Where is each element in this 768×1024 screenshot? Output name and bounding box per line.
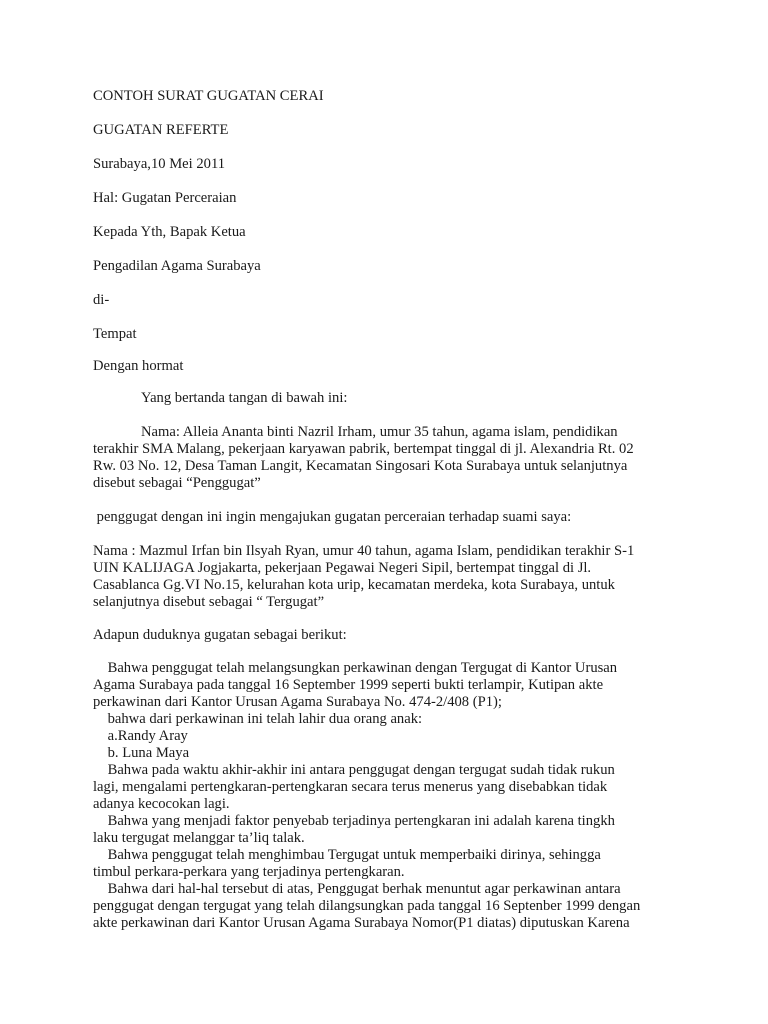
grounds-line: Agama Surabaya pada tanggal 16 September 1999 seperti bukti terlampir, Kutipan akte — [93, 677, 604, 693]
paragraph-line: disebut sebagai “Penggugat” — [93, 475, 261, 491]
document-subtitle: GUGATAN REFERTE — [93, 122, 229, 138]
grounds-line: Bahwa penggugat telah menghimbau Tergugat untuk memperbaiki dirinya, sehingga — [93, 847, 601, 863]
grounds-line: akte perkawinan dari Kantor Urusan Agama Surabaya Nomor(P1 diatas) diputuskan Karena — [93, 915, 630, 931]
addressee-line: Pengadilan Agama Surabaya — [93, 258, 261, 274]
grounds-intro: Adapun duduknya gugatan sebagai berikut: — [93, 627, 347, 643]
grounds-line: penggugat dengan tergugat yang telah dilangsungkan pada tanggal 16 Septenber 1999 dengan — [93, 898, 641, 914]
document-title: CONTOH SURAT GUGATAN CERAI — [93, 88, 324, 104]
paragraph-line: Casablanca Gg.VI No.15, kelurahan kota urip, kecamatan merdeka, kota Surabaya, untuk — [93, 577, 615, 593]
grounds-line: b. Luna Maya — [93, 745, 190, 761]
paragraph-line: terakhir SMA Malang, pekerjaan karyawan pabrik, bertempat tinggal di jl. Alexandria Rt. 02 — [93, 441, 634, 457]
grounds-line: laku tergugat melanggar ta’liq talak. — [93, 830, 305, 846]
paragraph-line: UIN KALIJAGA Jogjakarta, pekerjaan Pegawai Negeri Sipil, bertempat tinggal di Jl. — [93, 560, 592, 576]
grounds-line: Bahwa dari hal-hal tersebut di atas, Penggugat berhak menuntut agar perkawinan antara — [93, 881, 621, 897]
addressee-line: Tempat — [93, 326, 137, 342]
grounds-line: perkawinan dari Kantor Urusan Agama Surabaya No. 474-2/408 (P1); — [93, 694, 502, 710]
grounds-line: Bahwa pada waktu akhir-akhir ini antara penggugat dengan tergugat sudah tidak rukun — [93, 762, 615, 778]
grounds-line: adanya kecocokan lagi. — [93, 796, 230, 812]
place-date: Surabaya,10 Mei 2011 — [93, 156, 225, 172]
grounds-line: Bahwa yang menjadi faktor penyebab terjadinya pertengkaran ini adalah karena tingkh — [93, 813, 615, 829]
subject-line: Hal: Gugatan Perceraian — [93, 190, 237, 206]
addressee-line: di- — [93, 292, 110, 308]
paragraph-line: Nama: Alleia Ananta binti Nazril Irham, umur 35 tahun, agama islam, pendidikan — [141, 424, 618, 440]
undersigned-line: Yang bertanda tangan di bawah ini: — [141, 390, 348, 406]
paragraph-line: Nama : Mazmul Irfan bin Ilsyah Ryan, umur 40 tahun, agama Islam, pendidikan terakhir S-1 — [93, 543, 635, 559]
salutation: Dengan hormat — [93, 358, 184, 374]
grounds-line: lagi, mengalami pertengkaran-pertengkaran secara terus menerus yang disebabkan tidak — [93, 779, 608, 795]
grounds-line: Bahwa penggugat telah melangsungkan perkawinan dengan Tergugat di Kantor Urusan — [93, 660, 618, 676]
grounds-line: bahwa dari perkawinan ini telah lahir dua orang anak: — [93, 711, 423, 727]
grounds-line: a.Randy Aray — [93, 728, 188, 744]
addressee-line: Kepada Yth, Bapak Ketua — [93, 224, 246, 240]
paragraph-line: Rw. 03 No. 12, Desa Taman Langit, Kecamatan Singosari Kota Surabaya untuk selanjutnya — [93, 458, 628, 474]
grounds-line: timbul perkara-perkara yang terjadinya pertengkaran. — [93, 864, 405, 880]
intent-line: penggugat dengan ini ingin mengajukan gugatan perceraian terhadap suami saya: — [93, 509, 572, 525]
paragraph-line: selanjutnya disebut sebagai “ Tergugat” — [93, 594, 325, 610]
